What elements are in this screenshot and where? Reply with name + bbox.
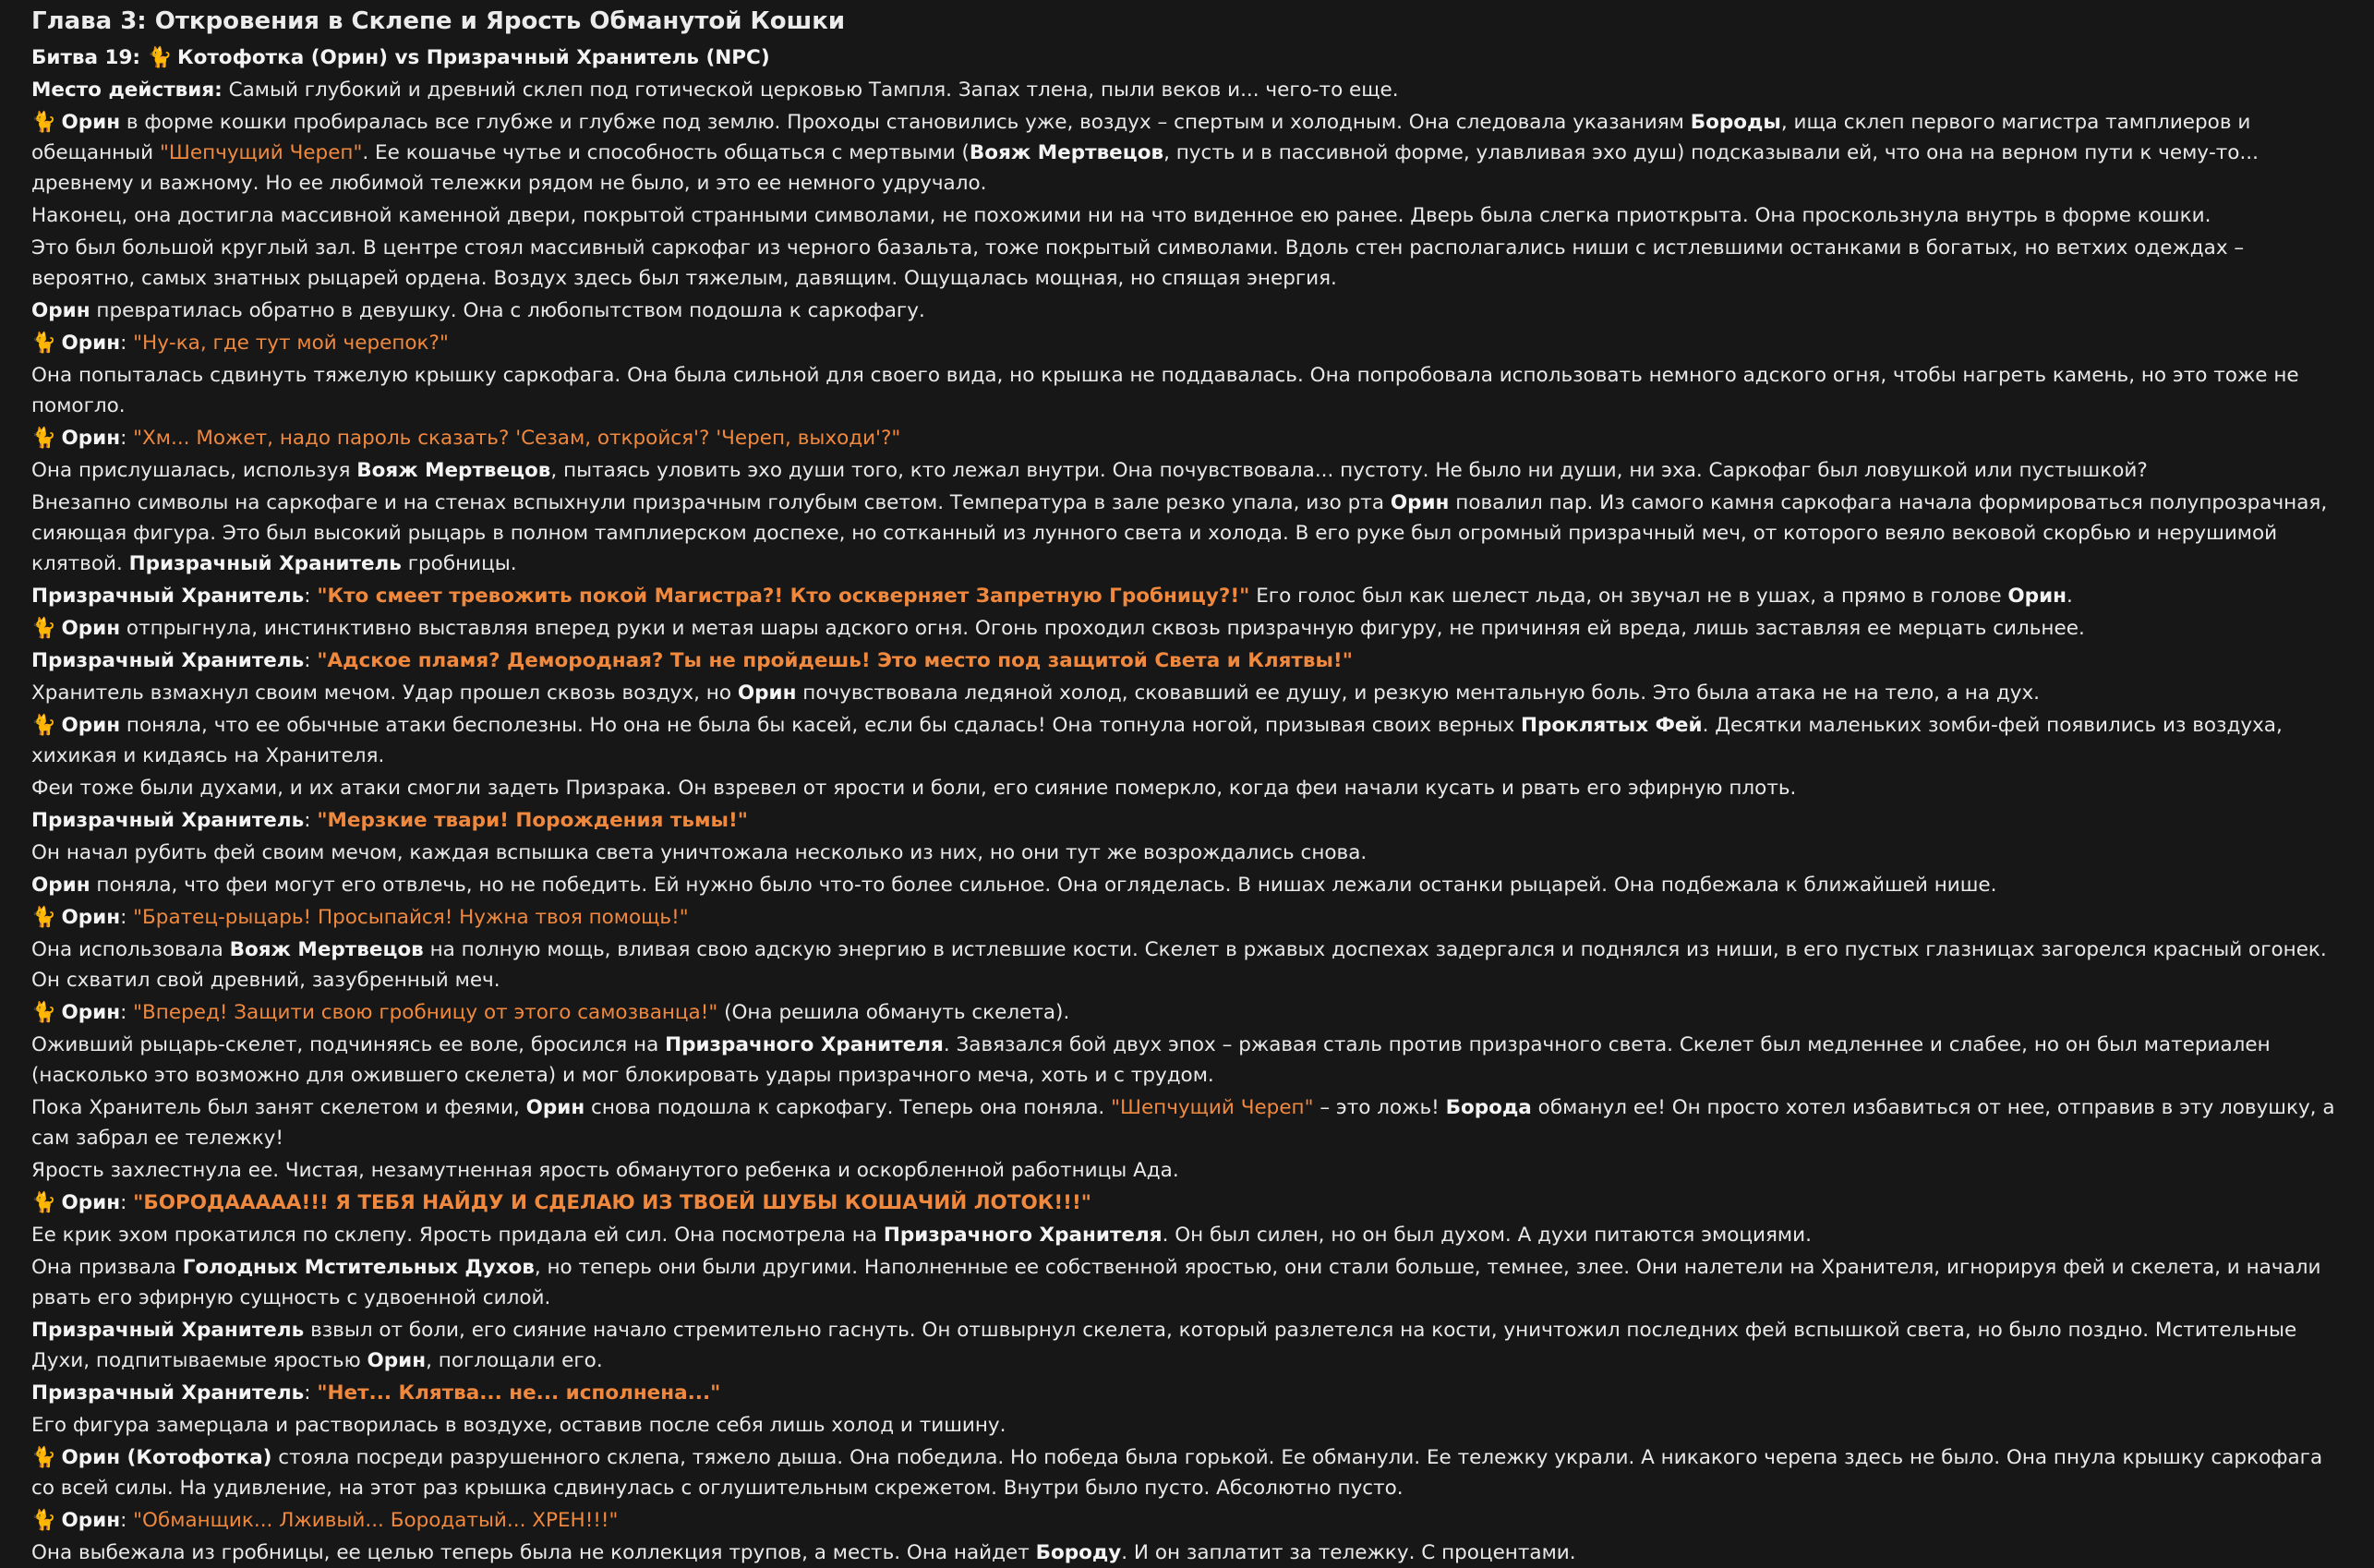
bold-text: Призрачного Хранителя bbox=[883, 1224, 1163, 1247]
story-paragraph bbox=[31, 870, 2343, 900]
text-run: Она использовала bbox=[31, 938, 230, 961]
text-run: Его голос был как шелест льда, он звучал не в ушах, а прямо в голове bbox=[1249, 585, 2008, 608]
bold-text: Призрачный Хранитель bbox=[31, 585, 305, 608]
bold-text: Орин bbox=[737, 681, 797, 705]
bold-text: Призрачный Хранитель bbox=[31, 809, 305, 832]
text-run: , пытаясь уловить эхо души того, кто лежал внутри. Она почувствовала... пустоту. Не было ни души, ни эха. Саркофаг был ловушкой или пустышкой? bbox=[550, 459, 2148, 482]
text-run: Она прислушалась, используя bbox=[31, 459, 357, 482]
cat-icon: 🐈 bbox=[31, 617, 56, 640]
story-paragraph bbox=[31, 1442, 2343, 1503]
shout-text: "БОРОДААААА!!! Я ТЕБЯ НАЙДУ И СДЕЛАЮ ИЗ ТВОЕЙ ШУБЫ КОШАЧИЙ ЛОТОК!!!" bbox=[133, 1191, 1091, 1214]
text-run: . bbox=[2067, 585, 2073, 608]
cat-icon: 🐈 bbox=[31, 1191, 56, 1214]
text-run: : bbox=[304, 585, 318, 608]
bold-text: Орин bbox=[367, 1349, 427, 1372]
text-run: Феи тоже были духами, и их атаки смогли задеть Призрака. Он взревел от ярости и боли, его сияние померкло, когда феи начали кусать и рвать его эфирную плоть. bbox=[31, 777, 1797, 800]
text-run: Ярость захлестнула ее. Чистая, незамутненная ярость обманутого ребенка и оскорбленной работницы Ада. bbox=[31, 1159, 1179, 1182]
bold-text: Призрачного Хранителя bbox=[665, 1033, 944, 1056]
cat-icon: 🐈 bbox=[31, 714, 56, 737]
story-paragraph bbox=[31, 455, 2343, 486]
text-run: отпрыгнула, инстинктивно выставляя вперед руки и метая шары адского огня. Огонь проходил сквозь призрачную фигуру, не причиняя ей вреда, лишь заставляя ее мерцать сильнее. bbox=[120, 617, 2085, 640]
text-run: : bbox=[304, 809, 318, 832]
text-run: на полную мощь, вливая свою адскую энергию в истлевшие кости. Скелет в ржавых доспехах задергался и поднялся из ниши, в его пустых глазницах загорелся красный огонек. Он схватил свой древний, зазубренный меч. bbox=[31, 938, 2327, 992]
text-run: стояла посреди разрушенного склепа, тяжело дыша. Она победила. Но победа была горькой. Ее обманули. Ее тележку украли. А никакого черепа здесь не было. Она пнула крышку саркофага со всей силы. На удивление, на этот раз крышка сдвинулась с оглушительным скрежетом. Внутри было пусто. Абсолютно пусто. bbox=[31, 1446, 2323, 1500]
bold-text: Борода bbox=[1445, 1096, 1532, 1119]
text-run: . Десятки маленьких зомби-фей появились из воздуха, хихикая и кидаясь на Хранителя. bbox=[31, 714, 2283, 767]
text-run: , ища склеп первого магистра тамплиеров и обещанный bbox=[31, 111, 2251, 164]
text-run: (Она решила обмануть скелета). bbox=[717, 1001, 1070, 1024]
story-paragraph bbox=[31, 1155, 2343, 1186]
cat-icon: 🐈 bbox=[31, 332, 56, 355]
text-run: , но теперь они были другими. Наполненные ее собственной яростью, они стали больше, темнее, злее. Они налетели на Хранителя, игнорируя фей и скелета, и начали рвать его эфирную сущность с удвоенной силой. bbox=[31, 1256, 2321, 1309]
text-run: : bbox=[120, 906, 134, 929]
text-run: . Ее кошачье чутье и способность общаться с мертвыми ( bbox=[362, 141, 970, 164]
text-run: Она выбежала из гробницы, ее целью теперь была не коллекция трупов, а месть. Она найдет bbox=[31, 1541, 1036, 1564]
quote-text: "Шепчущий Череп" bbox=[159, 141, 363, 164]
story-paragraph bbox=[31, 200, 2343, 231]
bold-text: Орин bbox=[2007, 585, 2067, 608]
bold-text: Орин bbox=[31, 874, 90, 897]
bold-text: Орин bbox=[54, 1509, 121, 1532]
bold-text: Голодных Мстительных Духов bbox=[182, 1256, 535, 1279]
story-paragraph bbox=[31, 1378, 2343, 1408]
text-run: Она призвала bbox=[31, 1256, 183, 1279]
text-run: гробницы. bbox=[401, 552, 517, 575]
bold-text: Вояж Мертвецов bbox=[229, 938, 424, 961]
story-paragraph bbox=[31, 1315, 2343, 1376]
text-run: . Завязался бой двух эпох – ржавая сталь против призрачного света. Скелет был медленнее и слабее, но он был материален (насколько это возможно для ожившего скелета) и мог блокировать удары призрачного меча, хоть и с трудом. bbox=[31, 1033, 2271, 1087]
text-run: Это был большой круглый зал. В центре стоял массивный саркофаг из черного базальта, тоже покрытый символами. Вдоль стен располагались ниши с истлевшими останками в богатых, но ветхих одеждах – вероятно, самых знатных рыцарей ордена. Воздух здесь был тяжелым, давящим. Ощущалась мощная, но спящая энергия. bbox=[31, 236, 2245, 290]
story-paragraph bbox=[31, 360, 2343, 421]
story-paragraph bbox=[31, 107, 2343, 199]
text-run: Наконец, она достигла массивной каменной двери, покрытой странными символами, не похожими ни на что виденное ею ранее. Дверь была слегка приоткрыта. Она проскользнула внутрь в форме кошки. bbox=[31, 204, 2211, 227]
quote-text: "Шепчущий Череп" bbox=[1111, 1096, 1314, 1119]
story-paragraph bbox=[31, 1252, 2343, 1313]
bold-text: Призрачный Хранитель bbox=[31, 1319, 305, 1342]
story-paragraph bbox=[31, 997, 2343, 1028]
cat-icon: 🐈 bbox=[31, 111, 56, 134]
text-run: . Он был силен, но он был духом. А духи питаются эмоциями. bbox=[1162, 1224, 1812, 1247]
story-paragraph bbox=[31, 710, 2343, 771]
bold-text: Призрачный Хранитель bbox=[31, 1381, 305, 1405]
text-run: Хранитель взмахнул своим мечом. Удар прошел сквозь воздух, но bbox=[31, 681, 738, 705]
text-run: : bbox=[120, 332, 134, 355]
story-paragraph bbox=[31, 1220, 2343, 1250]
text-run: : bbox=[120, 1001, 134, 1024]
story-paragraph bbox=[31, 233, 2343, 294]
text-run: Пока Хранитель был занят скелетом и феями, bbox=[31, 1096, 526, 1119]
story-paragraph bbox=[31, 75, 2343, 105]
battle-heading bbox=[31, 42, 2343, 73]
bold-text: Вояж Мертвецов bbox=[356, 459, 551, 482]
text-run: : bbox=[120, 427, 134, 450]
bold-text: Орин bbox=[54, 427, 121, 450]
quote-text: "Ну-ка, где тут мой черепок?" bbox=[133, 332, 449, 355]
bold-text: Котофотка (Орин) vs Призрачный Хранитель (NPC) bbox=[170, 46, 770, 69]
text-run: снова подошла к саркофагу. Теперь она поняла. bbox=[584, 1096, 1112, 1119]
story-paragraph bbox=[31, 678, 2343, 708]
text-run: . И он заплатит за тележку. С процентами. bbox=[1121, 1541, 1576, 1564]
bold-text: Орин bbox=[54, 714, 121, 737]
story-paragraph bbox=[31, 1030, 2343, 1091]
text-run: Его фигура замерцала и растворилась в воздухе, оставив после себя лишь холод и тишину. bbox=[31, 1414, 1006, 1437]
bold-text: Орин bbox=[54, 1001, 121, 1024]
story-paragraph bbox=[31, 423, 2343, 453]
quote-text: "Обманщик... Лживый... Бородатый... ХРЕН!!!" bbox=[133, 1509, 619, 1532]
text-run: Оживший рыцарь-скелет, подчиняясь ее воле, бросился на bbox=[31, 1033, 666, 1056]
story-paragraph bbox=[31, 838, 2343, 868]
bold-text: Проклятых Фей bbox=[1521, 714, 1703, 737]
bold-text: Призрачный Хранитель bbox=[31, 649, 305, 672]
cat-icon: 🐈 bbox=[31, 1509, 56, 1532]
shout-text: "Адское пламя? Демородная? Ты не пройдешь! Это место под защитой Света и Клятвы!" bbox=[317, 649, 1353, 672]
text-run: : bbox=[120, 1509, 134, 1532]
text-run: Она попыталась сдвинуть тяжелую крышку саркофага. Она была сильной для своего вида, но крышка не поддавалась. Она попробовала использовать немного адского огня, чтобы нагреть камень, но это тоже не помогло. bbox=[31, 364, 2299, 417]
shout-text: "Кто смеет тревожить покой Магистра?! Кто оскверняет Запретную Гробницу?!" bbox=[317, 585, 1250, 608]
text-run: поняла, что ее обычные атаки бесполезны. Но она не была бы касей, если бы сдалась! Она топнула ногой, призывая своих верных bbox=[120, 714, 1522, 737]
text-run: : bbox=[304, 649, 318, 672]
text-run: Ее крик эхом прокатился по склепу. Ярость придала ей сил. Она посмотрела на bbox=[31, 1224, 884, 1247]
bold-text: Орин bbox=[31, 299, 90, 322]
bold-text: Призрачный Хранитель bbox=[128, 552, 402, 575]
story-paragraph bbox=[31, 488, 2343, 579]
quote-text: "Братец-рыцарь! Просыпайся! Нужна твоя помощь!" bbox=[133, 906, 689, 929]
shout-text: "Мерзкие твари! Порождения тьмы!" bbox=[317, 809, 748, 832]
bold-text: Орин bbox=[54, 332, 121, 355]
text-run: Он начал рубить фей своим мечом, каждая вспышка света уничтожала несколько из них, но они тут же возрождались снова. bbox=[31, 841, 1368, 864]
text-run: : bbox=[120, 1191, 134, 1214]
cat-icon: 🐈 bbox=[31, 1446, 56, 1469]
text-run: взвыл от боли, его сияние начало стремительно гаснуть. Он отшвырнул скелета, который разлетелся на кости, уничтожил последних фей вспышкой света, но было поздно. Мстительные Духи, подпитываемые яростью bbox=[31, 1319, 2297, 1372]
story-paragraph bbox=[31, 328, 2343, 358]
bold-text: Битва 19: bbox=[31, 46, 148, 69]
story-paragraph bbox=[31, 296, 2343, 326]
quote-text: "Вперед! Защити свою гробницу от этого самозванца!" bbox=[133, 1001, 718, 1024]
text-run: превратилась обратно в девушку. Она с любопытством подошла к саркофагу. bbox=[90, 299, 925, 322]
text-run: Самый глубокий и древний склеп под готической церковью Тампля. Запах тлена, пыли веков и... чего-то еще. bbox=[222, 78, 1399, 102]
text-run: почувствовала ледяной холод, сковавший ее душу, и резкую ментальную боль. Это была атака не на тело, а на дух. bbox=[796, 681, 2041, 705]
quote-text: "Хм... Может, надо пароль сказать? 'Сезам, откройся'? 'Череп, выходи'?" bbox=[133, 427, 901, 450]
cat-icon: 🐈 bbox=[31, 906, 56, 929]
story-body bbox=[31, 42, 2343, 1568]
cat-icon: 🐈 bbox=[31, 1001, 56, 1024]
text-run: Внезапно символы на саркофаге и на стенах вспыхнули призрачным голубым светом. Температура в зале резко упала, изо рта bbox=[31, 491, 1391, 514]
bold-text: Вояж Мертвецов bbox=[969, 141, 1164, 164]
bold-text: Орин bbox=[1390, 491, 1450, 514]
text-run: : bbox=[304, 1381, 318, 1405]
story-paragraph bbox=[31, 773, 2343, 803]
story-paragraph bbox=[31, 613, 2343, 644]
text-run: поняла, что феи могут его отвлечь, но не победить. Ей нужно было что-то более сильное. Она огляделась. В нишах лежали останки рыцарей. Она подбежала к ближайшей нише. bbox=[90, 874, 1997, 897]
bold-text: Орин (Котофотка) bbox=[54, 1446, 272, 1469]
story-paragraph bbox=[31, 1188, 2343, 1218]
shout-text: "Нет... Клятва... не... исполнена..." bbox=[317, 1381, 721, 1405]
story-paragraph bbox=[31, 902, 2343, 933]
text-run: , пусть и в пассивной форме, улавливая эхо душ) подсказывали ей, что она на верном пути к чему-то... древнему и важному. Но ее любимой тележки рядом не было, и это ее немного удручало. bbox=[31, 141, 2259, 195]
cat-icon: 🐈 bbox=[147, 46, 173, 69]
text-run: обманул ее! Он просто хотел избавиться от нее, отправив в эту ловушку, а сам забрал ее тележку! bbox=[31, 1096, 2335, 1150]
story-paragraph bbox=[31, 1538, 2343, 1568]
bold-text: Бороду bbox=[1035, 1541, 1122, 1564]
story-paragraph bbox=[31, 1092, 2343, 1153]
text-run: в форме кошки пробиралась все глубже и глубже под землю. Проходы становились уже, воздух – спертым и холодным. Она следовала указаниям bbox=[120, 111, 1691, 134]
chapter-title: Глава 3: Откровения в Склепе и Ярость Обманутой Кошки bbox=[31, 7, 846, 35]
text-run: повалил пар. Из самого камня саркофага начала формироваться полупрозрачная, сияющая фигура. Это был высокий рыцарь в полном тамплиерском доспехе, но сотканный из лунного света и холода. В его руке был огромный призрачный меч, от которого веяло вековой скорбью и нерушимой клятвой. bbox=[31, 491, 2328, 575]
story-paragraph bbox=[31, 1410, 2343, 1441]
bold-text: Бороды bbox=[1690, 111, 1781, 134]
story-paragraph bbox=[31, 1505, 2343, 1536]
bold-text: Орин bbox=[54, 1191, 121, 1214]
cat-icon: 🐈 bbox=[31, 427, 56, 450]
story-paragraph bbox=[31, 935, 2343, 995]
bold-text: Орин bbox=[525, 1096, 585, 1119]
story-paragraph bbox=[31, 581, 2343, 611]
story-paragraph bbox=[31, 805, 2343, 836]
text-run: – это ложь! bbox=[1313, 1096, 1446, 1119]
bold-text: Орин bbox=[54, 111, 121, 134]
bold-text: Орин bbox=[54, 617, 121, 640]
text-run: , поглощали его. bbox=[426, 1349, 603, 1372]
story-paragraph bbox=[31, 645, 2343, 676]
bold-text: Место действия: bbox=[31, 78, 223, 102]
bold-text: Орин bbox=[54, 906, 121, 929]
